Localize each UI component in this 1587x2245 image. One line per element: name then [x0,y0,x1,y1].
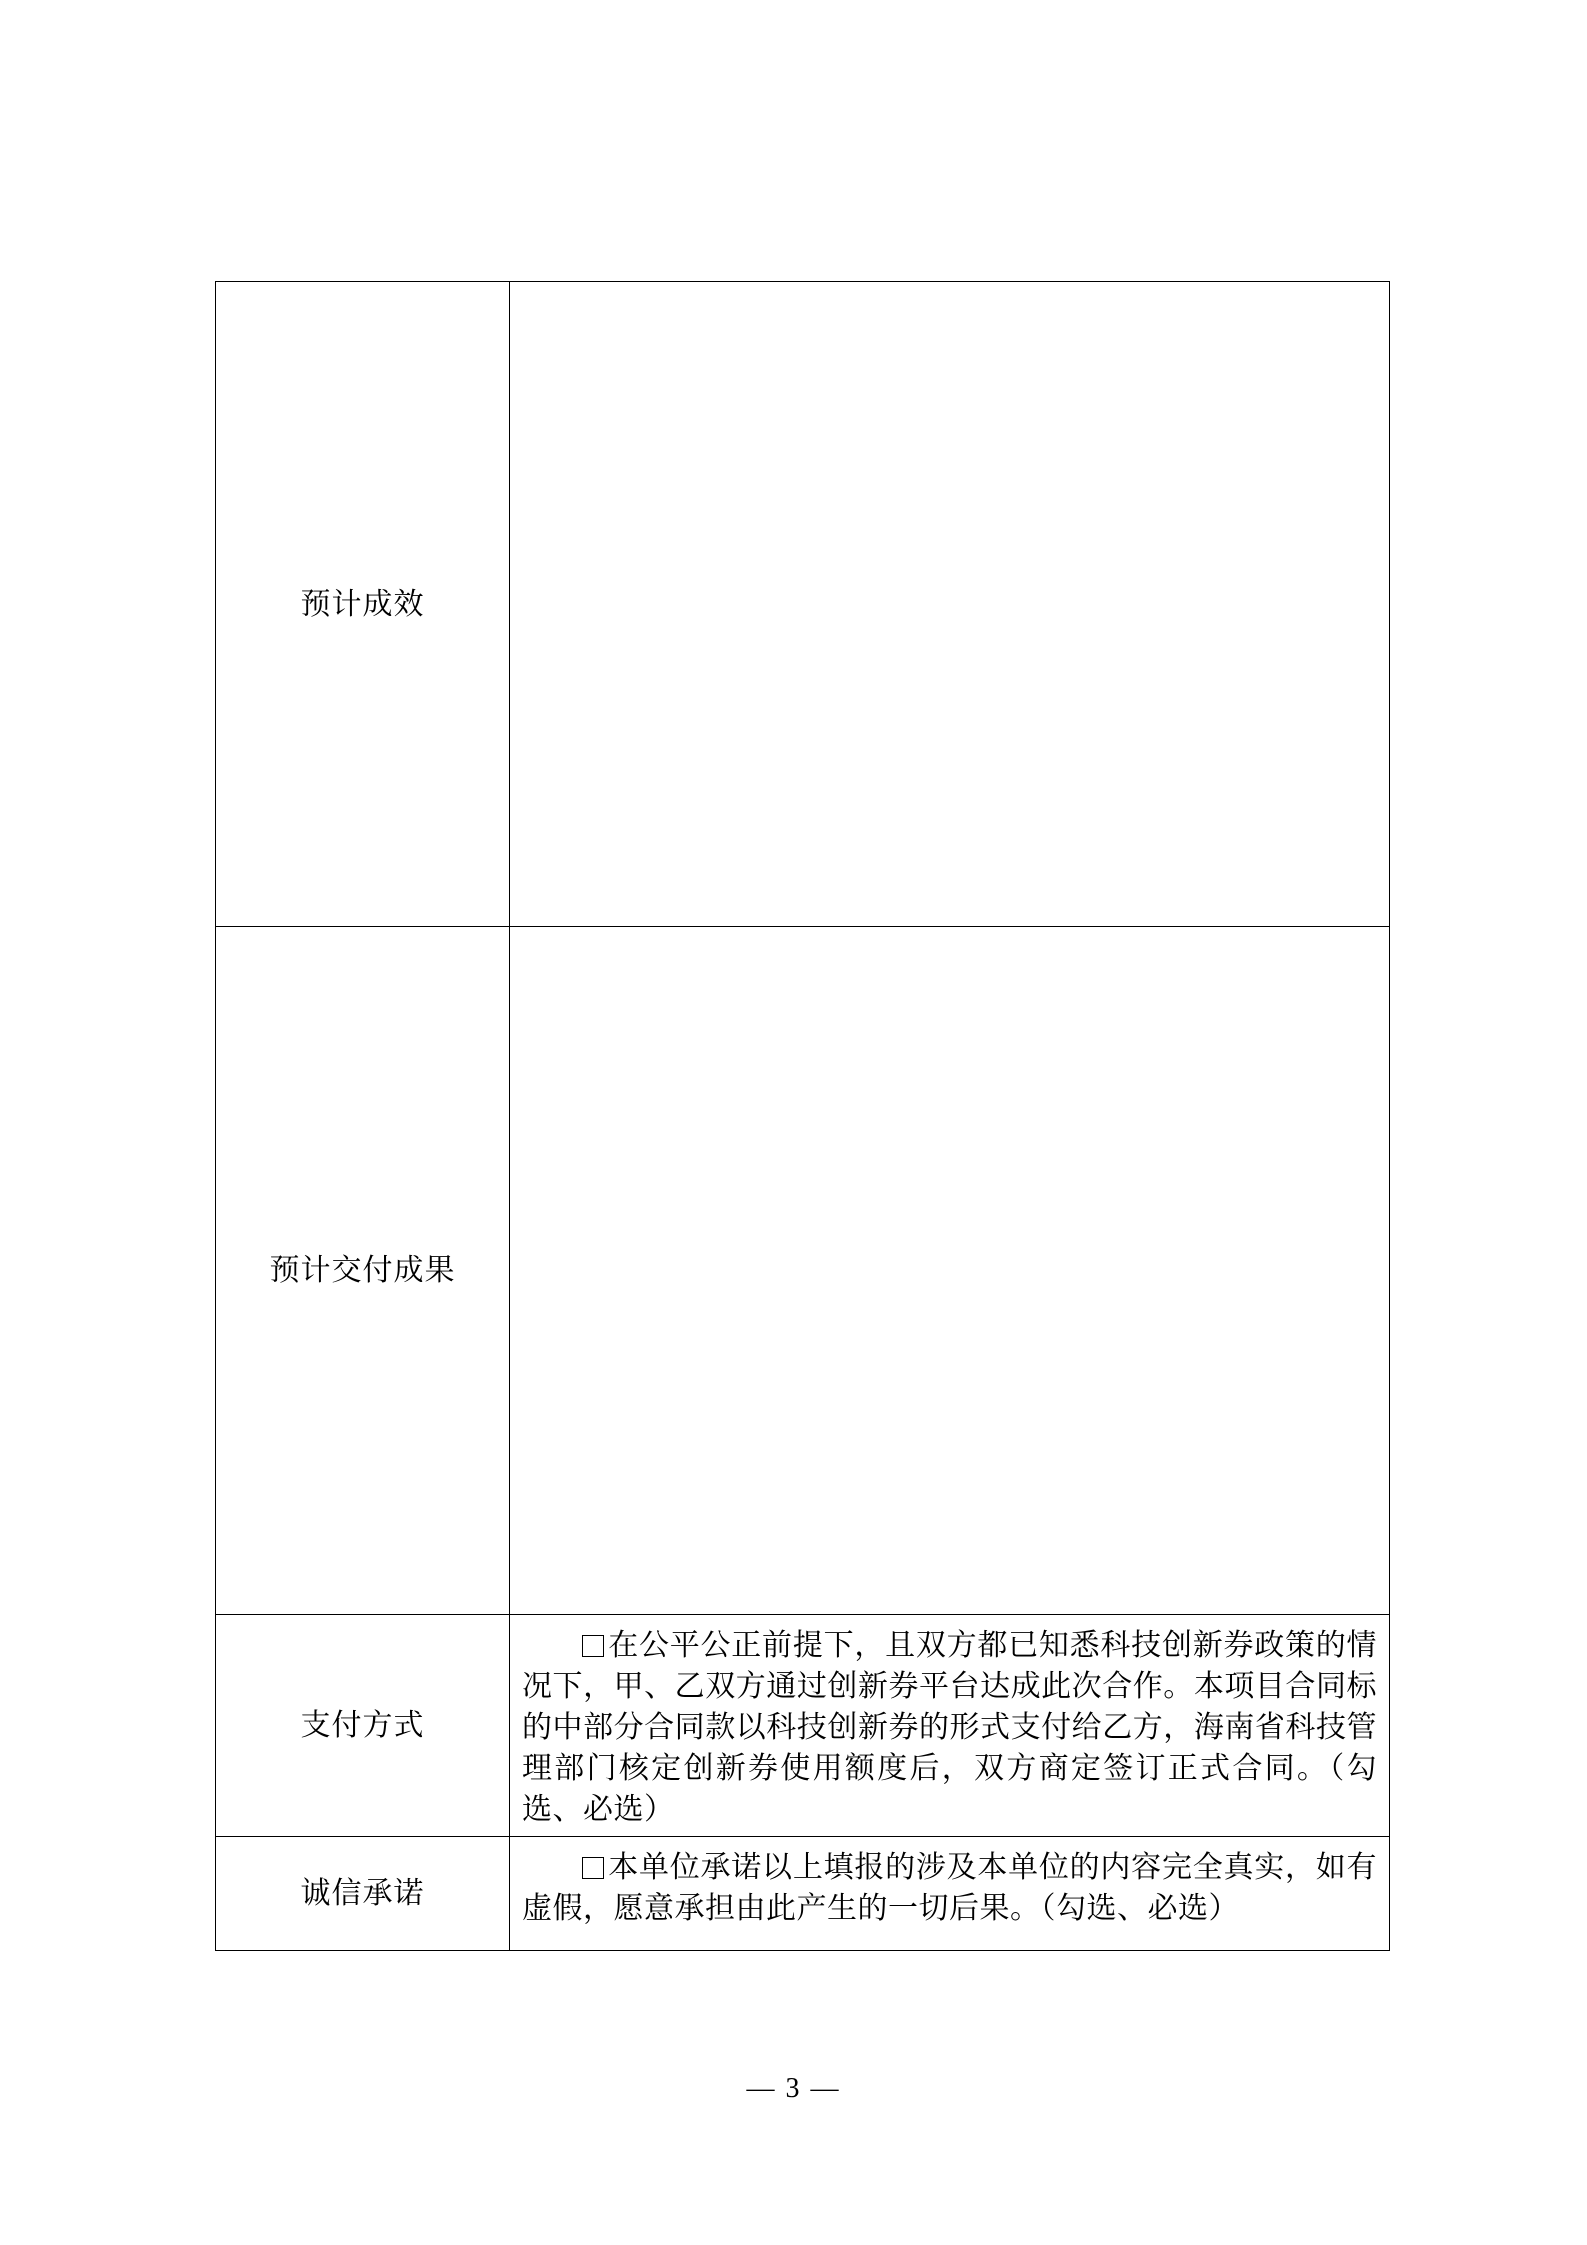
integrity-pledge-field [510,1837,1390,1951]
payment-method-clause [510,1615,1389,1836]
expected-effect-field[interactable] [510,282,1390,927]
payment-method-checkbox[interactable] [582,1635,604,1657]
payment-method-clause-text: 在公平公正前提下，且双方都已知悉科技创新券政策的情况下，甲、乙双方通过创新券平台达成此次合作。本项目合同标的中部分合同款以科技创新券的形式支付给乙方，海南省科技管理部门核定创新券使用额度后，双方商定签订正式合同。（勾选、必选） [522,1628,1377,1827]
expected-deliverables-field[interactable] [510,927,1390,1615]
payment-method-field [510,1615,1390,1837]
form-row-integrity-pledge [216,1837,1390,1951]
form-row-expected-effect [216,282,1390,927]
integrity-pledge-clause [510,1837,1389,1935]
payment-method-label: 支付方式 [216,1615,510,1837]
integrity-pledge-checkbox[interactable] [582,1857,604,1879]
integrity-pledge-clause-text: 本单位承诺以上填报的涉及本单位的内容完全真实，如有虚假，愿意承担由此产生的一切后果。（勾选、必选） [522,1850,1377,1926]
expected-effect-label: 预计成效 [216,282,510,927]
form-row-payment-method [216,1615,1390,1837]
application-form-table [215,281,1390,1951]
integrity-pledge-label: 诚信承诺 [216,1837,510,1951]
form-row-expected-deliverables [216,927,1390,1615]
page-number: — 3 — [746,2073,841,2104]
expected-deliverables-label: 预计交付成果 [216,927,510,1615]
